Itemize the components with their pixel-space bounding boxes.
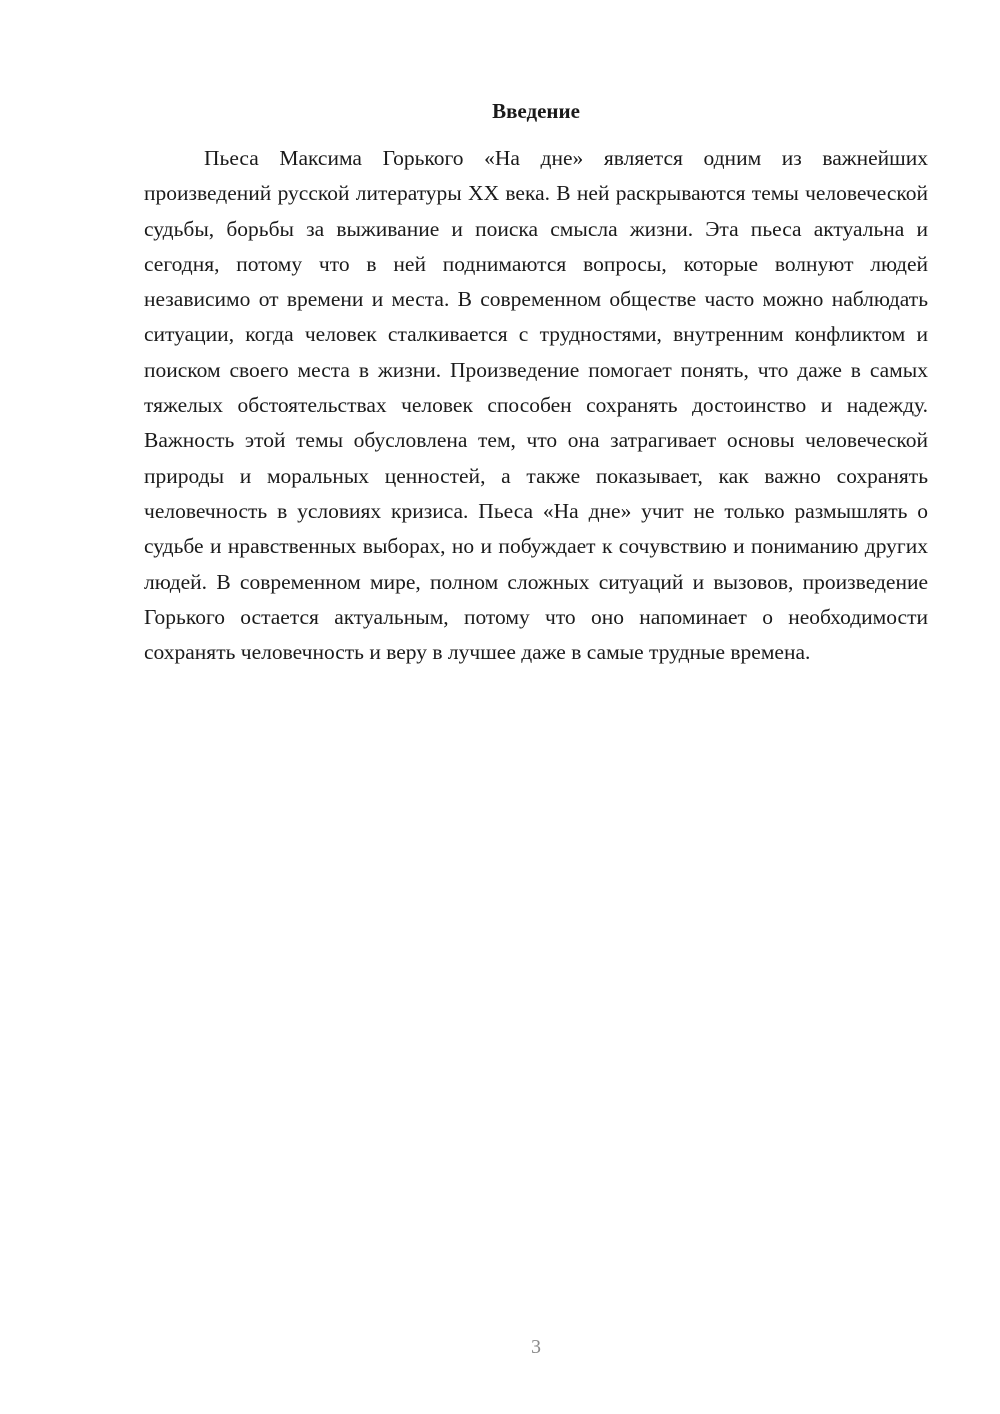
page-number: 3 <box>531 1336 541 1358</box>
body-paragraph: Пьеса Максима Горького «На дне» является одним из важнейших произведений русской литературы XX века. В ней раскрываются темы человеческой судьбы, борьбы за выживание и поиска смысла жизни. Эта пьеса актуальна и сегодня, потому что в ней поднимаются вопросы, которые волнуют людей независимо от времени и места. В современном обществе часто можно наблюдать ситуации, когда человек сталкивается с трудностями, внутренним конфликтом и поиском своего места в жизни. Произведение помогает понять, что даже в самых тяжелых обстоятельствах человек способен сохранять достоинство и надежду. Важность этой темы обусловлена тем, что она затрагивает основы человеческой природы и моральных ценностей, а также показывает, как важно сохранять человечность в условиях кризиса. Пьеса «На дне» учит не только размышлять о судьбе и нравственных выборах, но и побуждает к сочувствию и пониманию других людей. В современном мире, полном сложных ситуаций и вызовов, произведение Горького остается актуальным, потому что оно напоминает о необходимости сохранять человечность и веру в лучшее даже в самые трудные времена. <box>144 146 928 665</box>
section-heading: Введение <box>492 99 580 123</box>
